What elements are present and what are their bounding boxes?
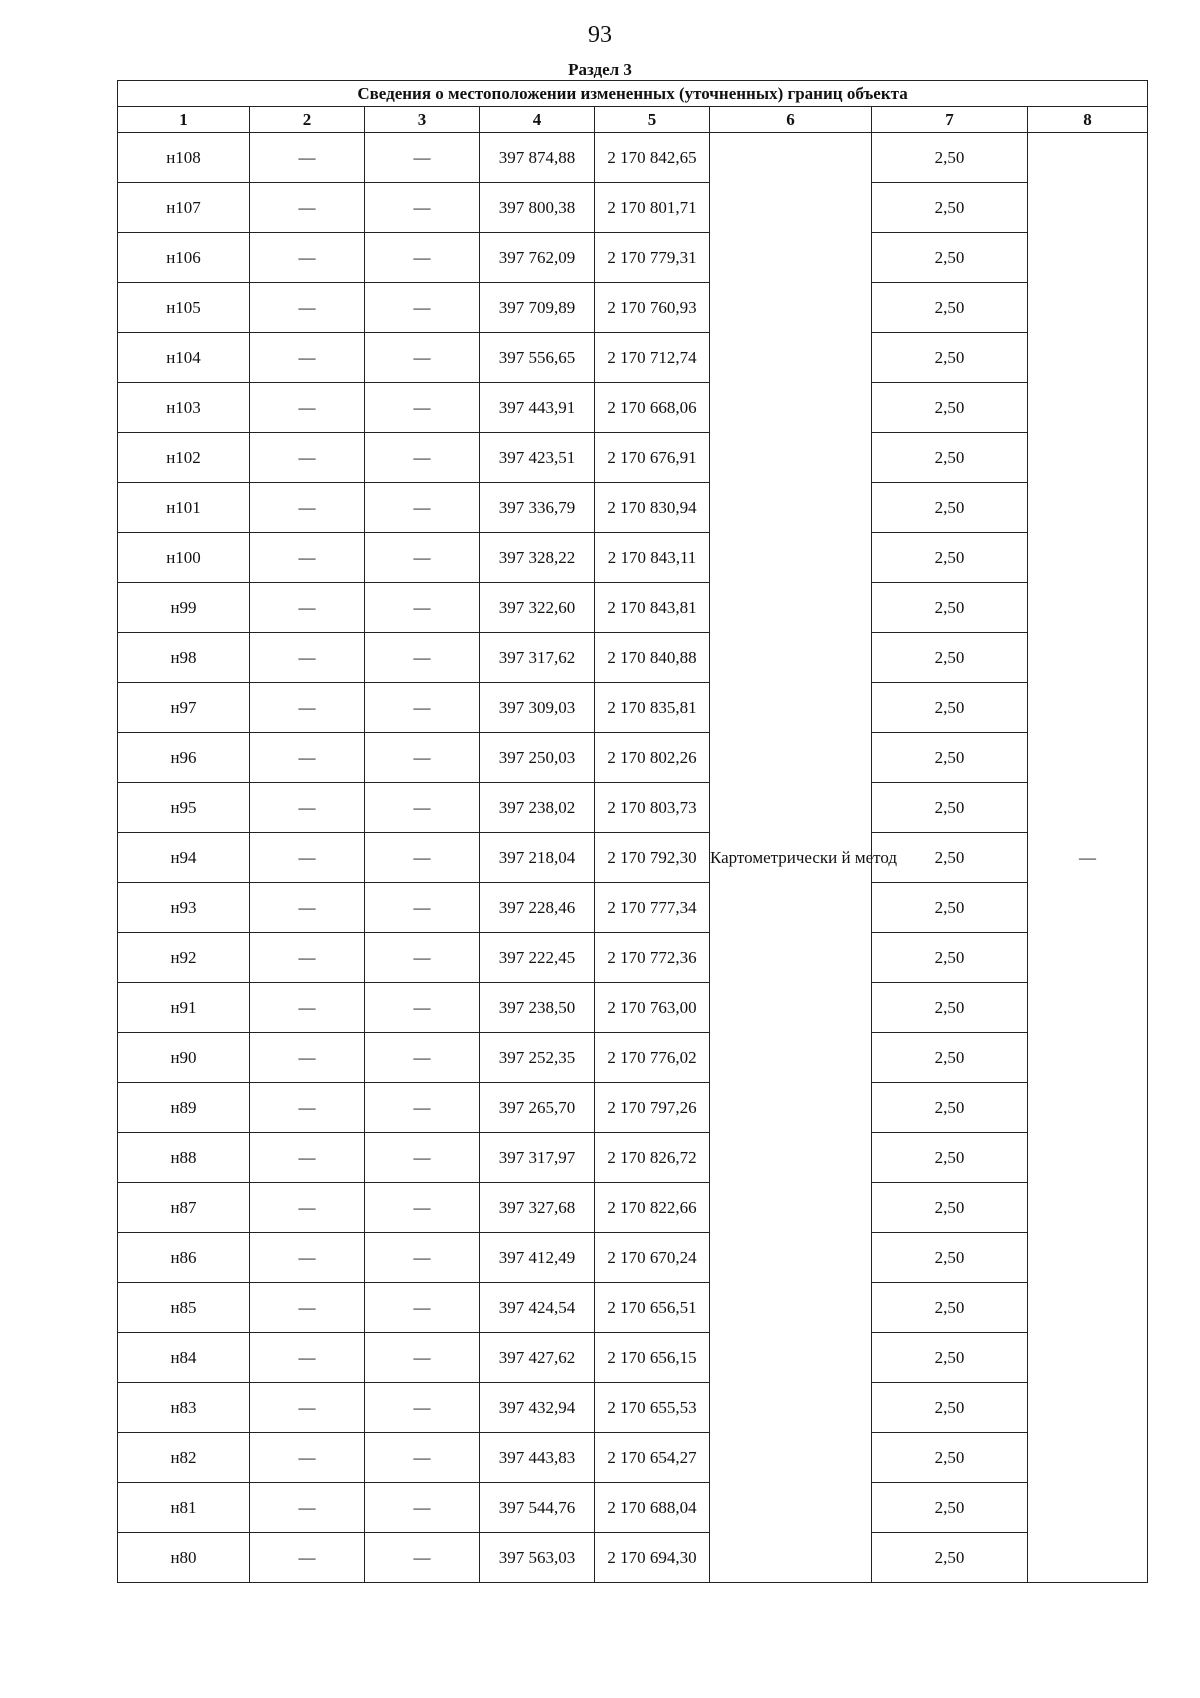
point-name-cell: н107 [118, 183, 250, 233]
accuracy-cell: 2,50 [872, 933, 1028, 983]
y-coordinate-cell: 2 170 777,34 [595, 883, 710, 933]
column-2-cell: — [250, 833, 365, 883]
column-2-cell: — [250, 583, 365, 633]
x-coordinate-cell: 397 424,54 [480, 1283, 595, 1333]
column-number-header: 2 [250, 107, 365, 133]
table-row [118, 1483, 1148, 1533]
y-coordinate-cell: 2 170 760,93 [595, 283, 710, 333]
accuracy-cell: 2,50 [872, 833, 1028, 883]
point-name-cell: н92 [118, 933, 250, 983]
x-coordinate-cell: 397 328,22 [480, 533, 595, 583]
column-3-cell: — [365, 583, 480, 633]
y-coordinate-cell: 2 170 843,81 [595, 583, 710, 633]
column-2-cell: — [250, 183, 365, 233]
column-3-cell: — [365, 1033, 480, 1083]
y-coordinate-cell: 2 170 670,24 [595, 1233, 710, 1283]
y-coordinate-cell: 2 170 802,26 [595, 733, 710, 783]
point-name-cell: н108 [118, 133, 250, 183]
point-name-cell: н95 [118, 783, 250, 833]
y-coordinate-cell: 2 170 655,53 [595, 1383, 710, 1433]
x-coordinate-cell: 397 238,02 [480, 783, 595, 833]
accuracy-cell: 2,50 [872, 133, 1028, 183]
accuracy-cell: 2,50 [872, 683, 1028, 733]
column-2-cell: — [250, 733, 365, 783]
column-number-header: 7 [872, 107, 1028, 133]
column-2-cell: — [250, 683, 365, 733]
accuracy-cell: 2,50 [872, 1283, 1028, 1333]
table-body [118, 133, 1148, 1583]
point-name-cell: н94 [118, 833, 250, 883]
table-row [118, 583, 1148, 633]
point-name-cell: н106 [118, 233, 250, 283]
table-row [118, 1133, 1148, 1183]
table-row [118, 1083, 1148, 1133]
column-3-cell: — [365, 1083, 480, 1133]
column-2-cell: — [250, 1533, 365, 1583]
y-coordinate-cell: 2 170 763,00 [595, 983, 710, 1033]
column-3-cell: — [365, 383, 480, 433]
accuracy-cell: 2,50 [872, 1433, 1028, 1483]
section-title: Раздел 3 [568, 60, 632, 79]
table-row [118, 983, 1148, 1033]
table-row [118, 733, 1148, 783]
point-name-cell: н91 [118, 983, 250, 1033]
column-2-cell: — [250, 1283, 365, 1333]
accuracy-cell: 2,50 [872, 583, 1028, 633]
column-3-cell: — [365, 333, 480, 383]
y-coordinate-cell: 2 170 842,65 [595, 133, 710, 183]
column-number-header: 1 [118, 107, 250, 133]
column-2-cell: — [250, 1083, 365, 1133]
x-coordinate-cell: 397 228,46 [480, 883, 595, 933]
column-3-cell: — [365, 1533, 480, 1583]
point-name-cell: н88 [118, 1133, 250, 1183]
column-3-cell: — [365, 1283, 480, 1333]
point-name-cell: н83 [118, 1383, 250, 1433]
x-coordinate-cell: 397 874,88 [480, 133, 595, 183]
point-name-cell: н103 [118, 383, 250, 433]
accuracy-cell: 2,50 [872, 1033, 1028, 1083]
y-coordinate-cell: 2 170 772,36 [595, 933, 710, 983]
accuracy-cell: 2,50 [872, 1233, 1028, 1283]
y-coordinate-cell: 2 170 654,27 [595, 1433, 710, 1483]
table-row [118, 133, 1148, 183]
column-3-cell: — [365, 833, 480, 883]
x-coordinate-cell: 397 250,03 [480, 733, 595, 783]
point-name-cell: н105 [118, 283, 250, 333]
column-3-cell: — [365, 133, 480, 183]
point-name-cell: н85 [118, 1283, 250, 1333]
table-row [118, 1233, 1148, 1283]
column-number-header: 3 [365, 107, 480, 133]
accuracy-cell: 2,50 [872, 283, 1028, 333]
accuracy-cell: 2,50 [872, 1383, 1028, 1433]
column-3-cell: — [365, 883, 480, 933]
column-2-cell: — [250, 1383, 365, 1433]
table-row [118, 783, 1148, 833]
column-3-cell: — [365, 1183, 480, 1233]
x-coordinate-cell: 397 544,76 [480, 1483, 595, 1533]
x-coordinate-cell: 397 443,91 [480, 383, 595, 433]
x-coordinate-cell: 397 423,51 [480, 433, 595, 483]
x-coordinate-cell: 397 317,97 [480, 1133, 595, 1183]
boundary-coordinates-table [117, 80, 1148, 1583]
y-coordinate-cell: 2 170 688,04 [595, 1483, 710, 1533]
y-coordinate-cell: 2 170 779,31 [595, 233, 710, 283]
point-name-cell: н102 [118, 433, 250, 483]
column-3-cell: — [365, 733, 480, 783]
x-coordinate-cell: 397 218,04 [480, 833, 595, 883]
x-coordinate-cell: 397 412,49 [480, 1233, 595, 1283]
table-row [118, 633, 1148, 683]
column-3-cell: — [365, 683, 480, 733]
accuracy-cell: 2,50 [872, 983, 1028, 1033]
column-number-header: 6 [710, 107, 872, 133]
column-3-cell: — [365, 983, 480, 1033]
x-coordinate-cell: 397 327,68 [480, 1183, 595, 1233]
column-2-cell: — [250, 483, 365, 533]
point-name-cell: н97 [118, 683, 250, 733]
table-row [118, 433, 1148, 483]
column-2-cell: — [250, 1033, 365, 1083]
y-coordinate-cell: 2 170 656,15 [595, 1333, 710, 1383]
point-name-cell: н87 [118, 1183, 250, 1233]
column-number-header: 8 [1028, 107, 1148, 133]
column-2-cell: — [250, 933, 365, 983]
column-3-cell: — [365, 1333, 480, 1383]
x-coordinate-cell: 397 336,79 [480, 483, 595, 533]
column-2-cell: — [250, 133, 365, 183]
table-row [118, 1533, 1148, 1583]
table-row [118, 933, 1148, 983]
y-coordinate-cell: 2 170 843,11 [595, 533, 710, 583]
accuracy-cell: 2,50 [872, 183, 1028, 233]
accuracy-cell: 2,50 [872, 883, 1028, 933]
accuracy-cell: 2,50 [872, 1083, 1028, 1133]
point-name-cell: н82 [118, 1433, 250, 1483]
column-3-cell: — [365, 783, 480, 833]
accuracy-cell: 2,50 [872, 1133, 1028, 1183]
accuracy-cell: 2,50 [872, 333, 1028, 383]
point-name-cell: н90 [118, 1033, 250, 1083]
table-row [118, 1283, 1148, 1333]
point-name-cell: н104 [118, 333, 250, 383]
column-3-cell: — [365, 1133, 480, 1183]
accuracy-cell: 2,50 [872, 383, 1028, 433]
x-coordinate-cell: 397 252,35 [480, 1033, 595, 1083]
x-coordinate-cell: 397 309,03 [480, 683, 595, 733]
x-coordinate-cell: 397 222,45 [480, 933, 595, 983]
accuracy-cell: 2,50 [872, 733, 1028, 783]
table-row [118, 333, 1148, 383]
table-row [118, 233, 1148, 283]
accuracy-cell: 2,50 [872, 1333, 1028, 1383]
y-coordinate-cell: 2 170 712,74 [595, 333, 710, 383]
column-3-cell: — [365, 283, 480, 333]
column-2-cell: — [250, 883, 365, 933]
x-coordinate-cell: 397 443,83 [480, 1433, 595, 1483]
point-name-cell: н100 [118, 533, 250, 583]
column-2-cell: — [250, 1433, 365, 1483]
table-row [118, 1183, 1148, 1233]
column-3-cell: — [365, 633, 480, 683]
column-8-cell: — [1028, 133, 1148, 1583]
accuracy-cell: 2,50 [872, 1483, 1028, 1533]
x-coordinate-cell: 397 265,70 [480, 1083, 595, 1133]
point-name-cell: н80 [118, 1533, 250, 1583]
point-name-cell: н89 [118, 1083, 250, 1133]
column-3-cell: — [365, 933, 480, 983]
x-coordinate-cell: 397 563,03 [480, 1533, 595, 1583]
point-name-cell: н84 [118, 1333, 250, 1383]
column-number-header: 5 [595, 107, 710, 133]
column-3-cell: — [365, 1383, 480, 1433]
method-cell: Картометрически й метод [710, 133, 872, 1583]
column-2-cell: — [250, 1333, 365, 1383]
x-coordinate-cell: 397 800,38 [480, 183, 595, 233]
column-2-cell: — [250, 433, 365, 483]
table-row [118, 883, 1148, 933]
y-coordinate-cell: 2 170 656,51 [595, 1283, 710, 1333]
table-row [118, 833, 1148, 883]
table-row [118, 1383, 1148, 1433]
point-name-cell: н101 [118, 483, 250, 533]
table-row [118, 533, 1148, 583]
point-name-cell: н81 [118, 1483, 250, 1533]
y-coordinate-cell: 2 170 826,72 [595, 1133, 710, 1183]
y-coordinate-cell: 2 170 792,30 [595, 833, 710, 883]
y-coordinate-cell: 2 170 840,88 [595, 633, 710, 683]
column-2-cell: — [250, 783, 365, 833]
column-3-cell: — [365, 433, 480, 483]
y-coordinate-cell: 2 170 668,06 [595, 383, 710, 433]
table-row [118, 1433, 1148, 1483]
table-row [118, 283, 1148, 333]
table-row [118, 683, 1148, 733]
x-coordinate-cell: 397 238,50 [480, 983, 595, 1033]
y-coordinate-cell: 2 170 835,81 [595, 683, 710, 733]
accuracy-cell: 2,50 [872, 233, 1028, 283]
column-2-cell: — [250, 533, 365, 583]
column-3-cell: — [365, 533, 480, 583]
x-coordinate-cell: 397 322,60 [480, 583, 595, 633]
x-coordinate-cell: 397 317,62 [480, 633, 595, 683]
table-row [118, 183, 1148, 233]
column-2-cell: — [250, 1483, 365, 1533]
point-name-cell: н99 [118, 583, 250, 633]
x-coordinate-cell: 397 709,89 [480, 283, 595, 333]
y-coordinate-cell: 2 170 803,73 [595, 783, 710, 833]
y-coordinate-cell: 2 170 694,30 [595, 1533, 710, 1583]
column-2-cell: — [250, 1133, 365, 1183]
y-coordinate-cell: 2 170 801,71 [595, 183, 710, 233]
column-2-cell: — [250, 633, 365, 683]
x-coordinate-cell: 397 432,94 [480, 1383, 595, 1433]
column-3-cell: — [365, 1483, 480, 1533]
point-name-cell: н96 [118, 733, 250, 783]
column-3-cell: — [365, 233, 480, 283]
accuracy-cell: 2,50 [872, 433, 1028, 483]
column-2-cell: — [250, 983, 365, 1033]
column-2-cell: — [250, 283, 365, 333]
accuracy-cell: 2,50 [872, 1533, 1028, 1583]
point-name-cell: н86 [118, 1233, 250, 1283]
y-coordinate-cell: 2 170 797,26 [595, 1083, 710, 1133]
x-coordinate-cell: 397 427,62 [480, 1333, 595, 1383]
table-row [118, 1033, 1148, 1083]
accuracy-cell: 2,50 [872, 633, 1028, 683]
x-coordinate-cell: 397 556,65 [480, 333, 595, 383]
y-coordinate-cell: 2 170 830,94 [595, 483, 710, 533]
point-name-cell: н93 [118, 883, 250, 933]
column-number-row [118, 107, 1148, 133]
accuracy-cell: 2,50 [872, 483, 1028, 533]
table-row [118, 383, 1148, 433]
table-row [118, 483, 1148, 533]
point-name-cell: н98 [118, 633, 250, 683]
table-heading: Сведения о местоположении измененных (уточненных) границ объекта [118, 81, 1148, 107]
page-number: 93 [588, 22, 612, 48]
column-2-cell: — [250, 333, 365, 383]
accuracy-cell: 2,50 [872, 1183, 1028, 1233]
column-3-cell: — [365, 1233, 480, 1283]
y-coordinate-cell: 2 170 676,91 [595, 433, 710, 483]
column-2-cell: — [250, 1183, 365, 1233]
table-row [118, 1333, 1148, 1383]
y-coordinate-cell: 2 170 776,02 [595, 1033, 710, 1083]
column-2-cell: — [250, 233, 365, 283]
column-number-header: 4 [480, 107, 595, 133]
column-2-cell: — [250, 383, 365, 433]
y-coordinate-cell: 2 170 822,66 [595, 1183, 710, 1233]
accuracy-cell: 2,50 [872, 783, 1028, 833]
column-3-cell: — [365, 1433, 480, 1483]
column-2-cell: — [250, 1233, 365, 1283]
column-3-cell: — [365, 183, 480, 233]
column-3-cell: — [365, 483, 480, 533]
accuracy-cell: 2,50 [872, 533, 1028, 583]
x-coordinate-cell: 397 762,09 [480, 233, 595, 283]
